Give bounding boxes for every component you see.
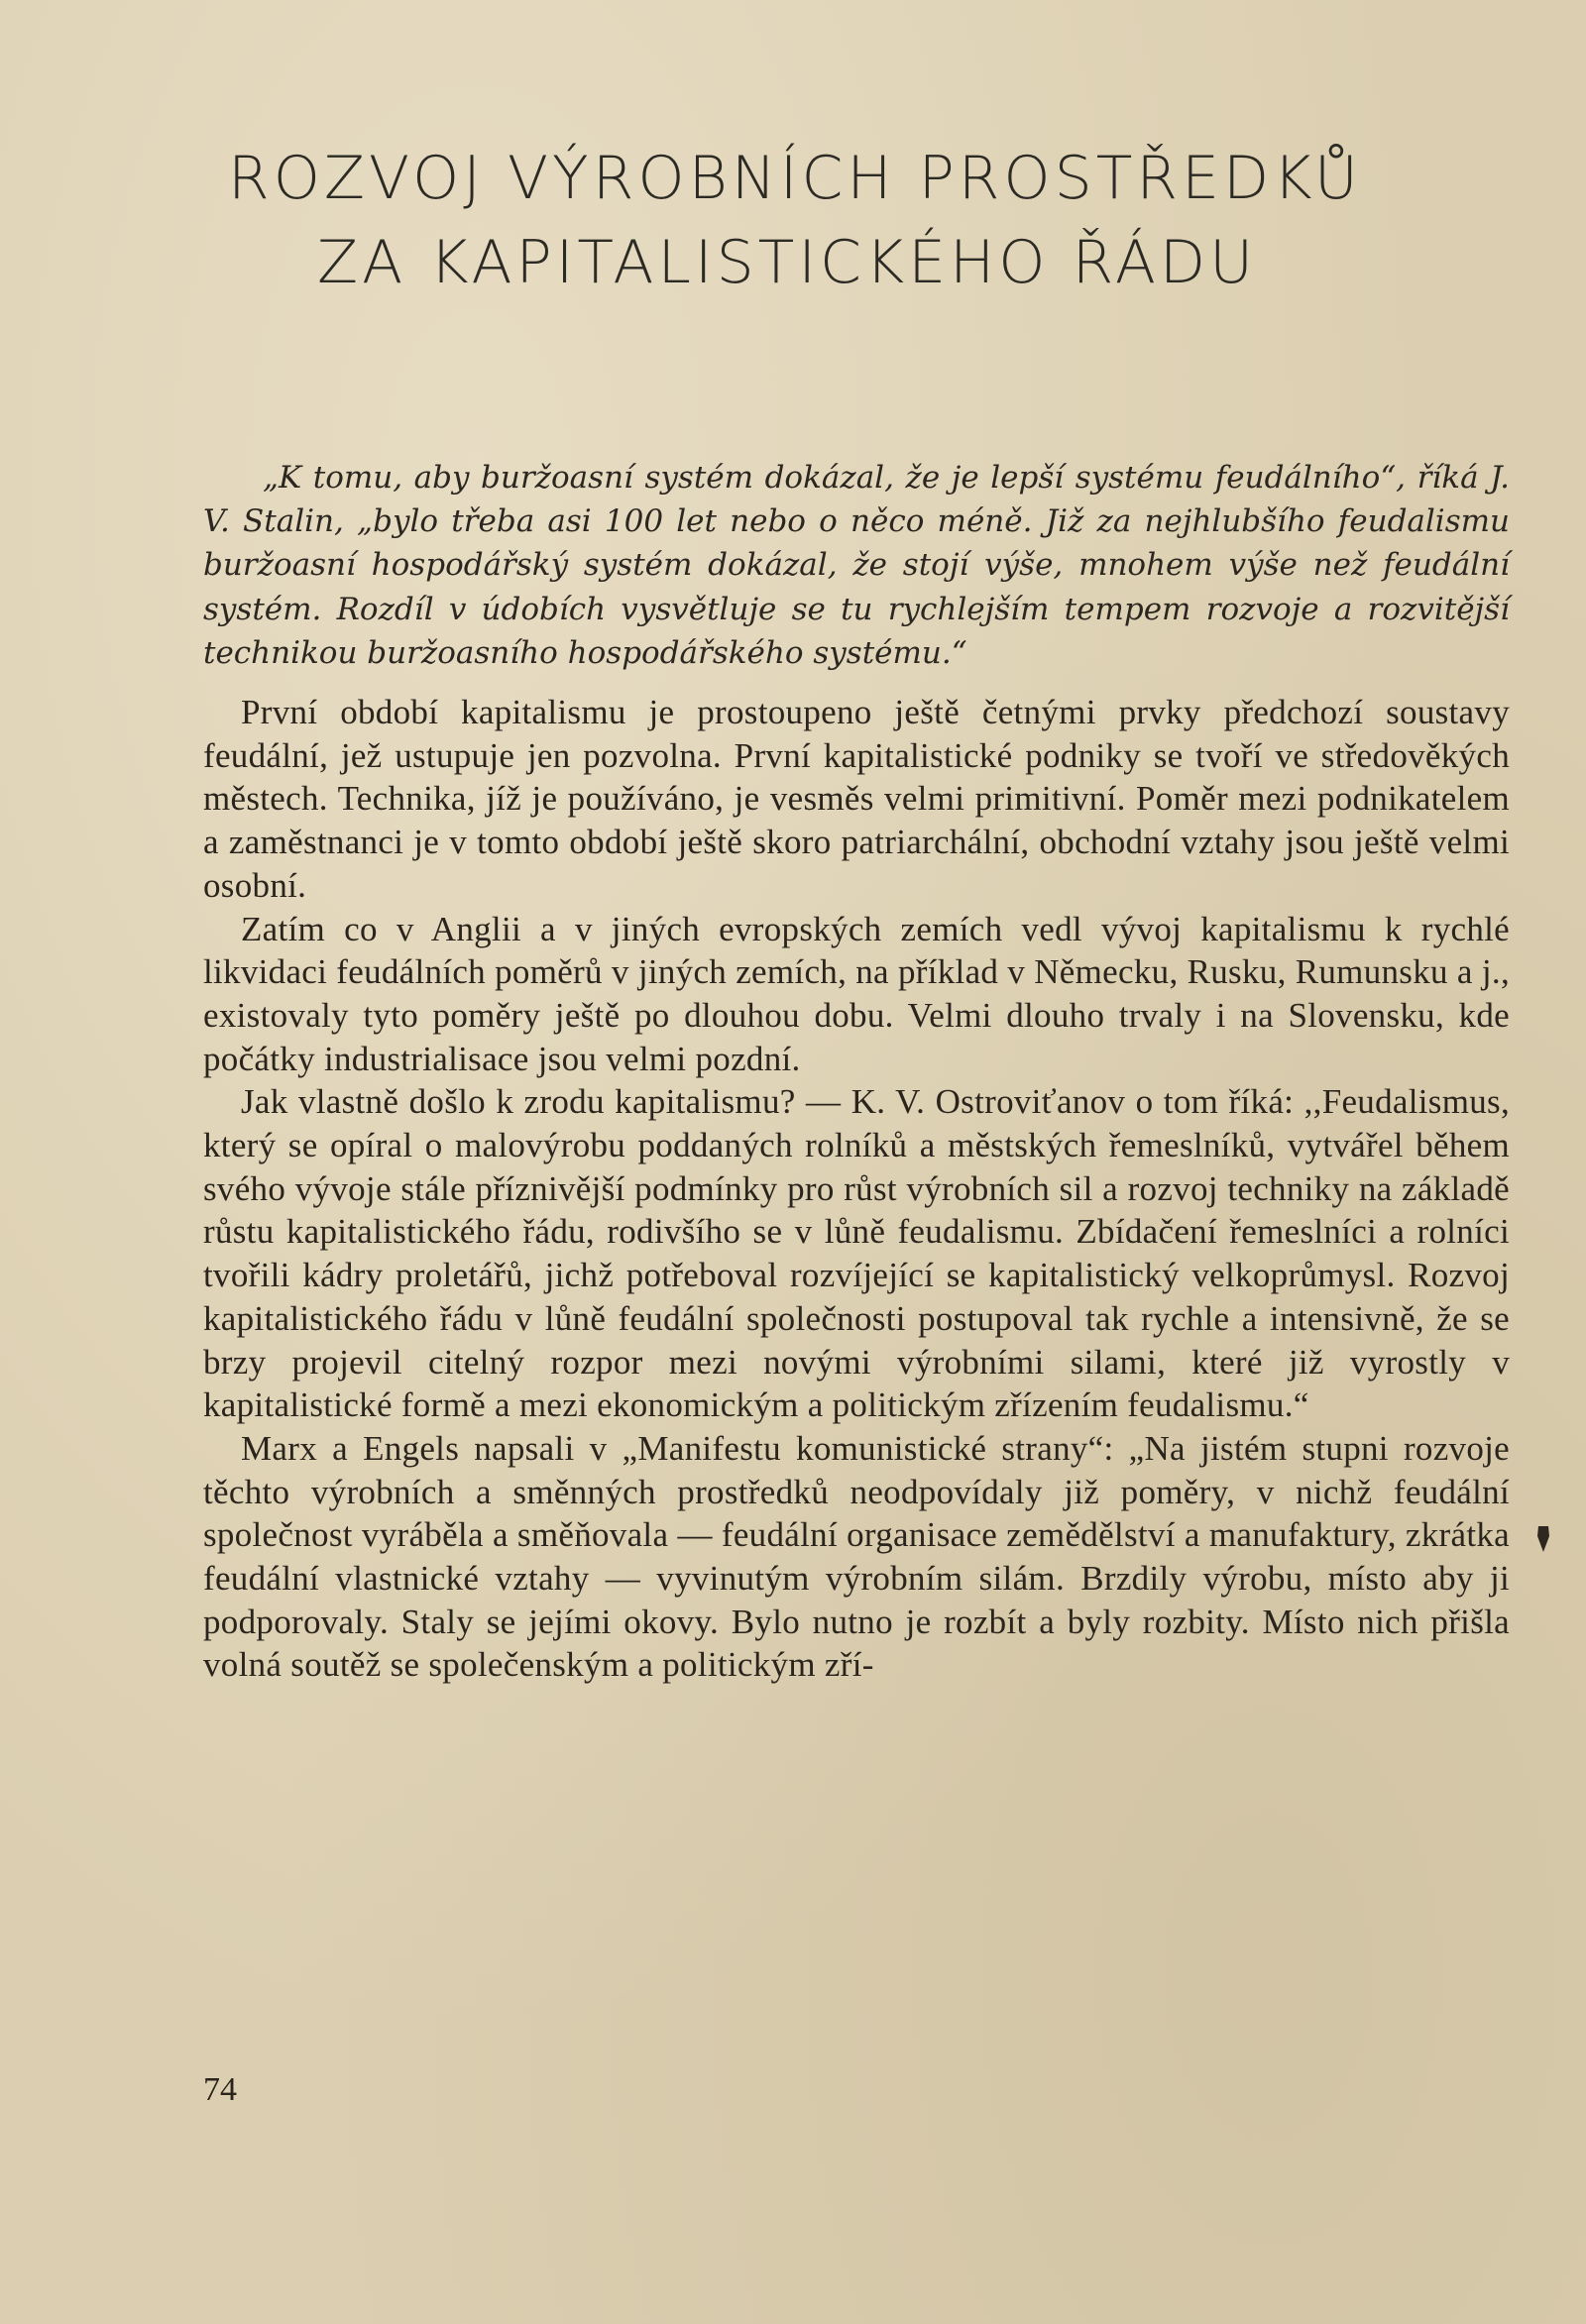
chapter-body bbox=[203, 456, 1510, 1687]
page-number: 74 bbox=[203, 2071, 237, 2108]
stalin-quote: „K tomu, aby buržoasní systém dokázal, že je lepší systému feudálního“, říká J. V. Stalin, „bylo třeba asi 100 let nebo o něco méně. Již za nejhlubšího feudalismu buržoasní hospodářský systém dokázal, že stojí výše, mnohem výše než feudální systém. Rozdíl v údobích vysvětluje se tu rychlejším tempem rozvoje a rozvitější technikou buržoasního hospodářského systému.“ bbox=[203, 460, 1510, 671]
chapter-title-line-1: ROZVOJ VÝROBNÍCH PROSTŘEDKŮ bbox=[228, 144, 1362, 213]
margin-mark-icon bbox=[1534, 1524, 1552, 1554]
chapter-title-line-2: ZA KAPITALISTICKÉHO ŘÁDU bbox=[317, 228, 1258, 297]
paragraph-2: Zatím co v Anglii a v jiných evropských zemích vedl vývoj kapitalismu k rychlé likvidaci feudálních poměrů v jiných zemích, na příklad v Německu, Rusku, Rumunsku a j., existovaly tyto poměry ještě po dlouhou dobu. Velmi dlouho trvaly i na Slovensku, kde počátky industrialisace jsou velmi pozdní. bbox=[203, 909, 1510, 1078]
paragraph-4: Marx a Engels napsali v „Manifestu komunistické strany“: „Na jistém stupni rozvoje těchto výrobních a směnných prostředků neodpovídaly již poměry, v nichž feudální společnost vyráběla a směňovala — feudální organisace zemědělství a manufaktury, zkrátka feudální vlastnické vztahy — vyvinutým výrobním silám. Brzdily výrobu, místo aby ji podporovaly. Staly se jejími okovy. Bylo nutno je rozbít a byly rozbity. Místo nich přišla volná soutěž se společenským a politickým zří- bbox=[203, 1428, 1510, 1685]
paragraph-1: První období kapitalismu je prostoupeno ještě četnými prvky předchozí soustavy feudální, jež ustupuje jen pozvolna. První kapitalistické podniky se tvoří ve středověkých městech. Technika, jíž je používáno, je vesměs velmi primitivní. Poměr mezi podnikatelem a zaměstnanci je v tomto období ještě skoro patriarchální, obchodní vztahy jsou ještě velmi osobní. bbox=[203, 693, 1510, 905]
paragraph-3: Jak vlastně došlo k zrodu kapitalismu? — K. V. Ostroviťanov o tom říká: ,,Feudalismus, který se opíral o malovýrobu poddaných rolníků a městských řemeslníků, vytvářel během svého vývoje stále příznivější podmínky pro růst výrobních sil a rozvoj techniky na základě růstu kapitalistického řádu, rodivšího se v lůně feudalismu. Zbídačení řemeslníci a rolníci tvořili kádry proletářů, jichž potřeboval rozvíjející se kapitalistický velkoprůmysl. Rozvoj kapitalistického řádu v lůně feudální společnosti postupoval tak rychle a intensivně, že se brzy projevil citelný rozpor mezi novými výrobními silami, které již vyrostly v kapitalistické formě a mezi ekonomickým a politickým zřízením feudalismu.“ bbox=[203, 1082, 1510, 1425]
